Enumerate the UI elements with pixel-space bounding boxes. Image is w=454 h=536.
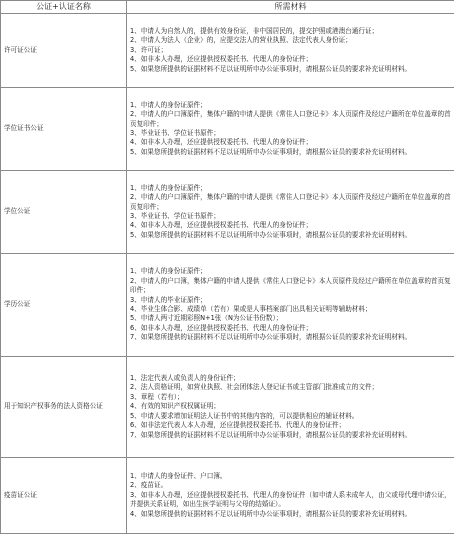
table-row bbox=[1, 357, 454, 458]
material-line: 3、如非本人办理，还应提供授权委托书、代理人的身份证件（如申请人系未成年人，由父或母代理申请公证，并提供关系证明，如出生医学证明与父母的结婚证）。 bbox=[130, 490, 451, 509]
cert-name: 用于知识产权事务的法人资格公证 bbox=[1, 357, 127, 458]
material-line: 5、如果您所提供的证据材料不足以证明所申办公证事项时，请根据公证员的要求补充证明材料。 bbox=[130, 147, 412, 156]
material-line: 3、申请人的毕业证原件； bbox=[130, 295, 207, 304]
cert-name: 学历公证 bbox=[1, 254, 127, 357]
material-line: 1、申请人的身份证原件； bbox=[130, 100, 207, 109]
material-line: 4、如果您所提供的证据材料不足以证明所申办公证事项时，请根据公证员的要求补充证明材料。 bbox=[130, 509, 412, 518]
table-row bbox=[1, 254, 454, 357]
materials-cell bbox=[127, 357, 454, 458]
material-line: 7、如果您所提供的证据材料不足以证明所申办公证事项时，请根据公证员的要求补充证明材料。 bbox=[130, 333, 412, 342]
cert-name: 许可证公证 bbox=[1, 14, 127, 88]
material-line: 2、疫苗证。 bbox=[130, 481, 168, 490]
table-row bbox=[1, 171, 454, 254]
material-line: 1、申请人的身份证件、户口簿。 bbox=[130, 471, 227, 480]
material-line: 7、如果您所提供的证据材料不足以证明所申办公证事项时，请根据公证员的要求补充证明材料。 bbox=[130, 430, 412, 439]
cert-name: 疫苗证公证 bbox=[1, 458, 127, 534]
materials-cell bbox=[127, 88, 454, 171]
material-line: 2、申请人的户口簿，集体户籍的申请人提供《常住人口登记卡》本人页原件及经过户籍所在单位盖章的首页复印件； bbox=[130, 276, 451, 295]
material-line: 1、法定代表人或负责人的身份证件； bbox=[130, 374, 240, 383]
material-line: 2、申请人的户口簿原件，集体户籍的申请人提供《常住人口登记卡》本人页原件及经过户籍所在单位盖章的首页复印件； bbox=[130, 193, 451, 211]
header-materials: 所需材料 bbox=[127, 1, 454, 14]
materials-cell bbox=[127, 171, 454, 254]
materials-cell bbox=[127, 458, 454, 534]
material-line: 5、如果您所提供的证据材料不足以证明所申办公证事项时，请根据公证员的要求补充证明材料。 bbox=[130, 230, 412, 239]
material-line: 3、许可证； bbox=[130, 45, 168, 54]
material-line: 6、如非法定代表人本人办理，还应提供授权委托书、代理人的身份证件； bbox=[130, 421, 346, 430]
material-line: 4、如非本人办理，还应提供授权委托书、代理人的身份证件； bbox=[130, 55, 313, 64]
material-line: 3、毕业证书、学位证书原件； bbox=[130, 212, 220, 220]
table-row bbox=[1, 14, 454, 88]
table-row bbox=[1, 88, 454, 171]
cert-name: 学位证书公证 bbox=[1, 88, 127, 171]
material-line: 5、申请人要求增加证明法人证书中的其他内容的，可以提供相应的辅证材料。 bbox=[130, 411, 359, 420]
materials-cell bbox=[127, 14, 454, 88]
material-line: 1、申请人的身份证原件； bbox=[130, 183, 207, 192]
material-line: 3、毕业证书、学位证书原件； bbox=[130, 129, 220, 137]
material-line: 2、申请人的户口簿原件，集体户籍的申请人提供《常住人口登记卡》本人页原件及经过户籍所在单位盖章的首页复印件； bbox=[130, 110, 451, 128]
material-line: 4、毕业生体合影、成绩单（若有）果或是人事档案部门出具相关证明等辅助材料； bbox=[130, 305, 372, 313]
material-line: 1、申请人的身份证原件； bbox=[130, 267, 207, 276]
material-line: 4、如非本人办理，还应提供授权委托书、代理人的身份证件； bbox=[130, 138, 313, 147]
material-line: 5、如果您所提供的证据材料不足以证明所申办公证事项时，请根据公证员的要求补充证明材料。 bbox=[130, 64, 412, 73]
header-cert-name: 公证+认证名称 bbox=[1, 1, 127, 14]
material-line: 5、申请人两寸近期彩照N+1张（N为公证书份数）； bbox=[130, 314, 283, 323]
material-line: 4、如非本人办理，还应提供授权委托书、代理人的身份证件； bbox=[130, 221, 313, 230]
material-line: 3、章程（若有）； bbox=[130, 392, 184, 401]
materials-cell bbox=[127, 254, 454, 357]
material-line: 2、申请人为法人（企业）的，应提交法人的营业执照、法定代表人身份证； bbox=[130, 36, 352, 45]
table-row bbox=[1, 458, 454, 534]
material-line: 1、申请人为自然人的，提供有效身份证，非中国居民的，提交护照或港澳台通行证； bbox=[130, 26, 379, 35]
cert-name: 学位公证 bbox=[1, 171, 127, 254]
material-line: 4、有效的知识产权权属证明； bbox=[130, 402, 220, 411]
material-line: 6、如非本人办理，还应提供授权委托书、代理人的身份证件； bbox=[130, 323, 313, 332]
material-line: 2、法人资格证明，如营业执照、社会团体法人登记证书或主管部门批准成立的文件； bbox=[130, 383, 379, 392]
table-header-row bbox=[1, 1, 454, 14]
